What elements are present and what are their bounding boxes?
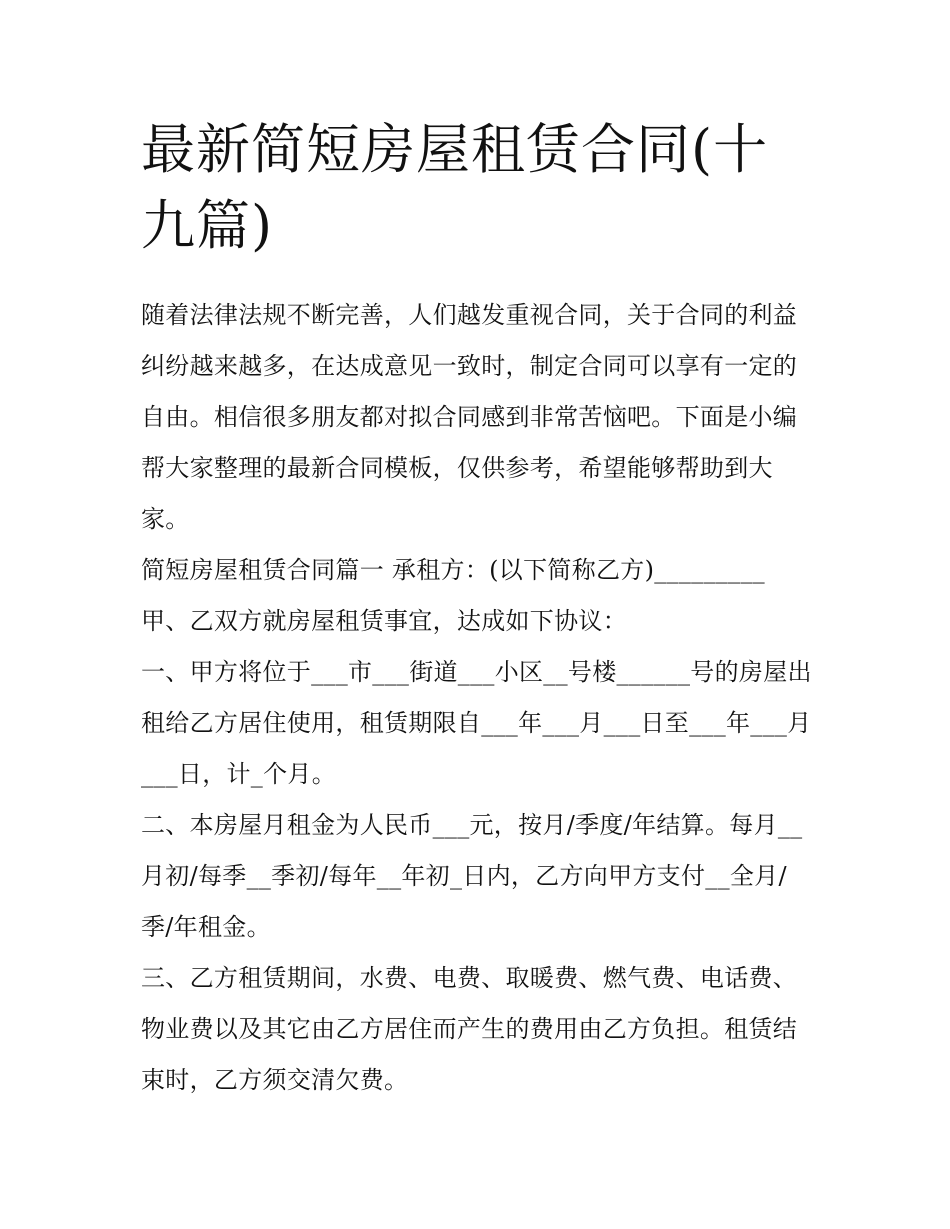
clause-3-paragraph: 三、乙方租赁期间，水费、电费、取暖费、燃气费、电话费、物业费以及其它由乙方居住而产生的费用由乙方负担。租赁结束时，乙方须交清欠费。 xyxy=(141,964,798,1094)
document-title: 最新简短房屋租赁合同(十九篇) xyxy=(141,118,769,257)
clause-1-paragraph: 一、甲方将位于___市___街道___小区__号楼______号的房屋出租给乙方居住使用，租赁期限自___年___月___日至___年___月___日，计_个月。 xyxy=(141,658,812,788)
agreement-intro-paragraph: 甲、乙双方就房屋租赁事宜，达成如下协议： xyxy=(141,607,627,635)
document-page xyxy=(141,112,813,1106)
intro-paragraph: 随着法律法规不断完善，人们越发重视合同，关于合同的利益纠纷越来越多，在达成意见一致时，制定合同可以享有一定的自由。相信很多朋友都对拟合同感到非常苦恼吧。下面是小编帮大家整理的最新合同模板，仅供参考，希望能够帮助到大家。 xyxy=(141,301,798,533)
clause-2-paragraph: 二、本房屋月租金为人民币___元，按月/季度/年结算。每月__月初/每季__季初/每年__年初_日内，乙方向甲方支付__全月/季/年租金。 xyxy=(141,811,803,941)
contract-heading-paragraph: 简短房屋租赁合同篇一 承租方：(以下简称乙方)_________ xyxy=(141,556,765,584)
